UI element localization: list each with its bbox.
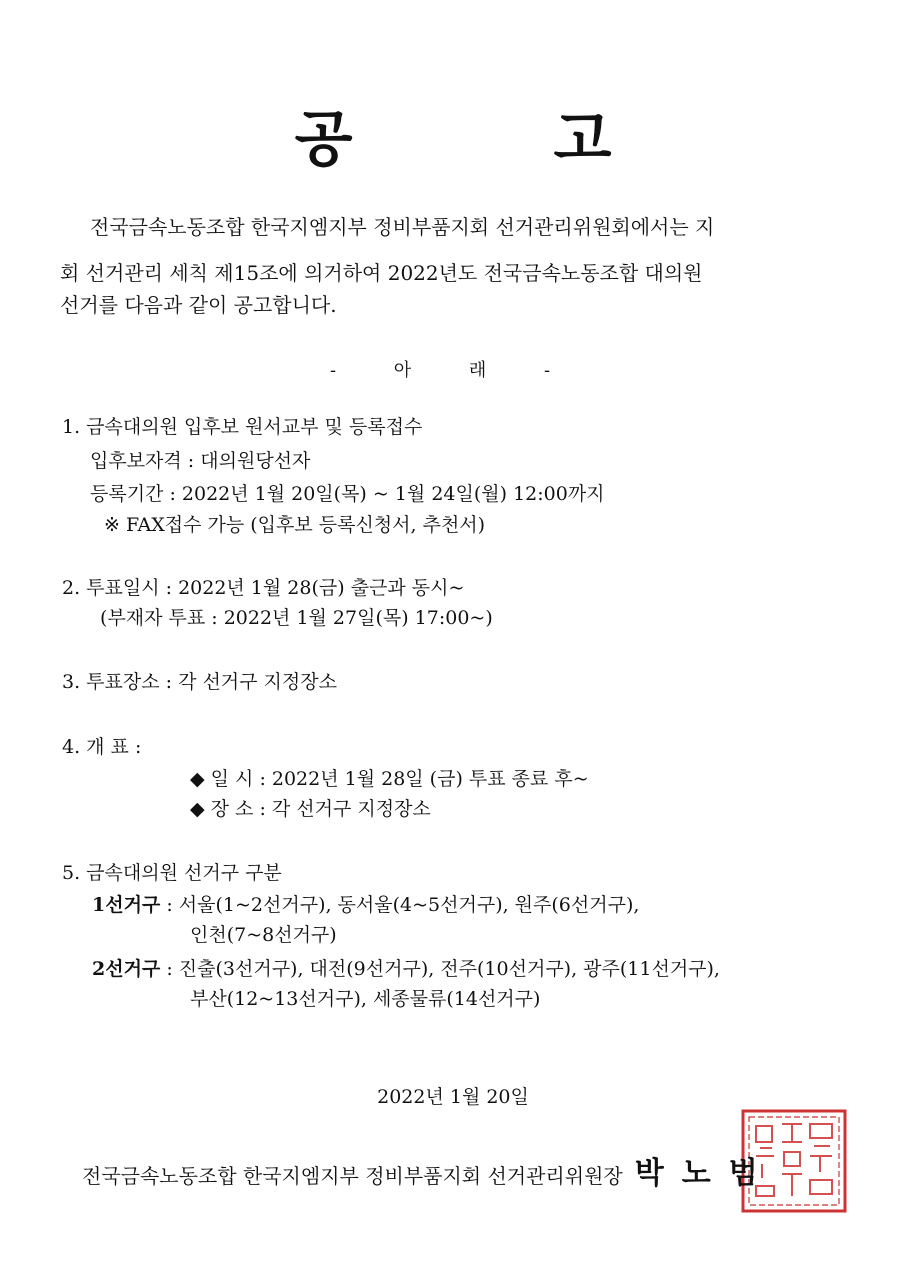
item-5-heading: 5. 금속대의원 선거구 구분 xyxy=(62,862,282,884)
district-1-line-2: 인천(7~8선거구) xyxy=(190,924,337,946)
issuer-signature-line xyxy=(82,1148,776,1192)
below-marker xyxy=(0,356,906,382)
item-1-qualification: 입후보자격 : 대의원당선자 xyxy=(90,450,311,472)
district-2-row xyxy=(92,956,720,982)
announcement-date: 2022년 1월 20일 xyxy=(377,1086,529,1108)
district-2-line-2: 부산(12~13선거구), 세종물류(14선거구) xyxy=(190,988,541,1010)
district-2-line-1: : 진출(3선거구), 대전(9선거구), 전주(10선거구), 광주(11선거구), xyxy=(166,958,720,980)
district-1-line-1: : 서울(1~2선거구), 동서울(4~5선거구), 원주(6선거구), xyxy=(166,894,640,916)
item-1-heading: 1. 금속대의원 입후보 원서교부 및 등록접수 xyxy=(62,416,423,438)
district-1-label: 1선거구 xyxy=(92,894,161,916)
page-title: 공 고 xyxy=(294,105,702,175)
item-4-datetime: ◆ 일 시 : 2022년 1월 28일 (금) 투표 종료 후~ xyxy=(190,768,589,790)
issuer-title: 전국금속노동조합 한국지엠지부 정비부품지회 선거관리위원장 xyxy=(82,1164,623,1188)
item-1-note: ※ FAX접수 가능 (입후보 등록신청서, 추천서) xyxy=(104,514,486,536)
item-4-heading: 4. 개 표 : xyxy=(62,736,142,758)
intro-line-3: 선거를 다음과 같이 공고합니다. xyxy=(60,293,337,317)
item-4-place: ◆ 장 소 : 각 선거구 지정장소 xyxy=(190,798,431,820)
intro-line-1: 전국금속노동조합 한국지엠지부 정비부품지회 선거관리위원회에서는 지 xyxy=(90,215,715,239)
district-1-row xyxy=(92,892,639,918)
intro-line-2: 회 선거관리 세칙 제15조에 의거하여 2022년도 전국금속노동조합 대의원 xyxy=(60,261,703,285)
item-2-absentee: (부재자 투표 : 2022년 1월 27일(목) 17:00~) xyxy=(100,607,493,629)
item-1-period: 등록기간 : 2022년 1월 20일(목) ~ 1월 24일(월) 12:00까지 xyxy=(90,483,605,505)
item-3-heading: 3. 투표장소 : 각 선거구 지정장소 xyxy=(62,671,337,693)
item-2-heading: 2. 투표일시 : 2022년 1월 28(금) 출근과 동시~ xyxy=(62,577,465,599)
below-marker-text: - 아 래 - xyxy=(329,360,577,381)
district-2-label: 2선거구 xyxy=(92,958,161,980)
signer-name: 박노범 xyxy=(634,1156,776,1191)
